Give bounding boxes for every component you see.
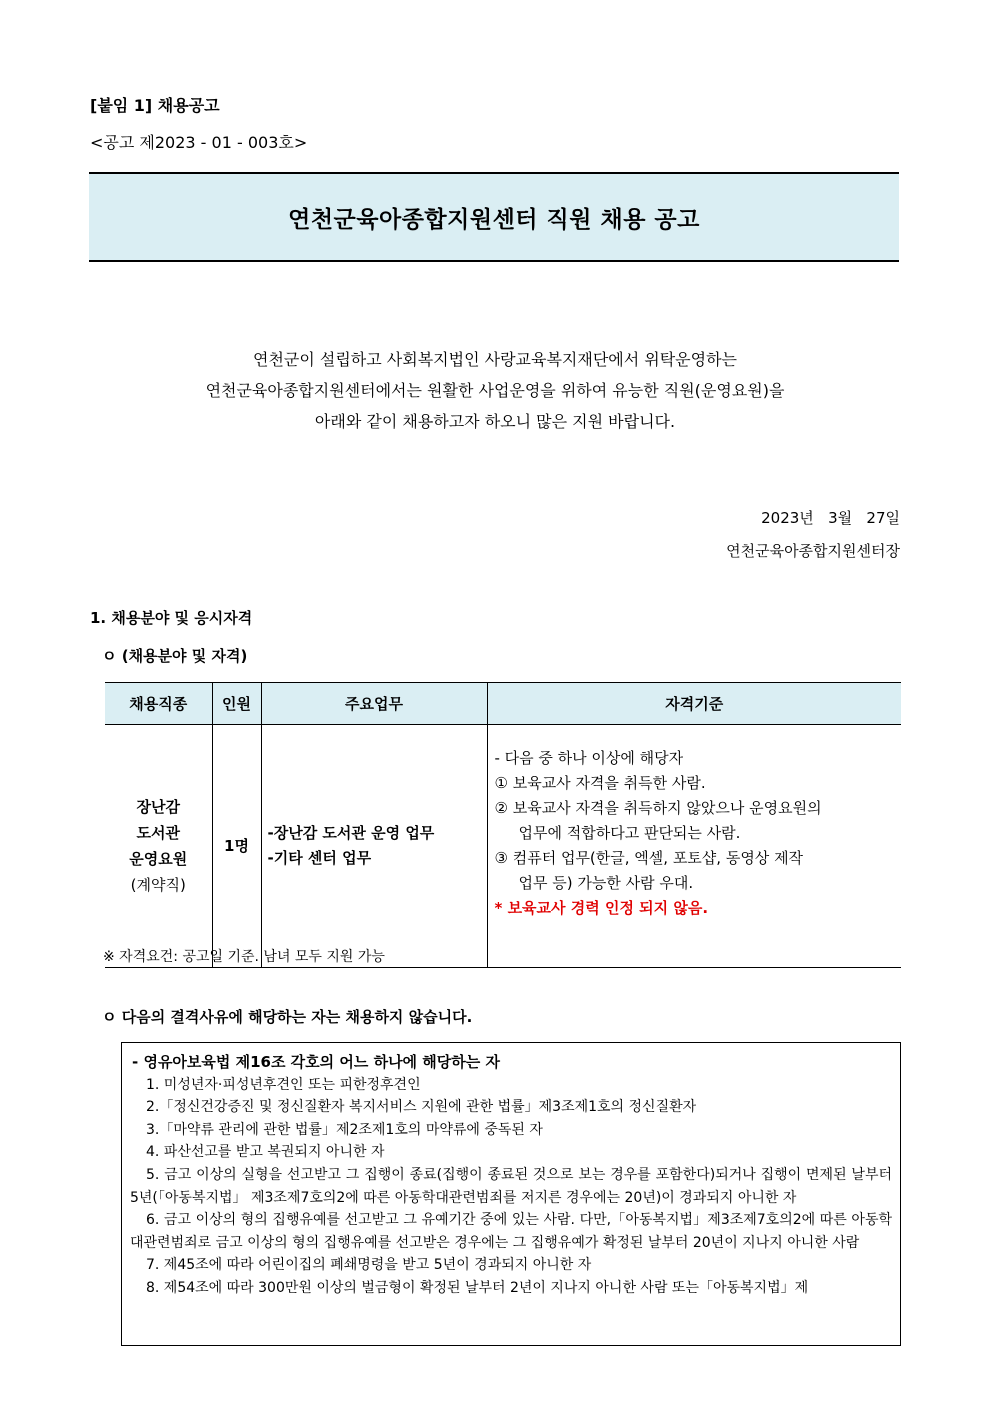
duties-cell [261,725,487,968]
disqualification-heading: - 영유아보육법 제16조 각호의 어느 하나에 해당하는 자 [132,1053,500,1071]
intro-line-1: 연천군이 설립하고 사회복지법인 사랑교육복지재단에서 위탁운영하는 [252,350,738,369]
subheading-disqualification: ㅇ 다음의 결격사유에 해당하는 자는 채용하지 않습니다. [102,1008,473,1026]
qualification-line: ③ 컴퓨터 업무(한글, 엑셀, 포토샵, 동영상 제작 [494,849,804,867]
subheading-positions: ㅇ (채용분야 및 자격) [102,647,248,665]
eligibility-note: ※ 자격요건: 공고일 기준. 남녀 모두 지원 가능 [103,949,385,965]
col-header-qualifications: 자격기준 [487,683,901,725]
qualification-line: ② 보육교사 자격을 취득하지 않았으나 운영요원의 [494,799,822,817]
intro-line-3: 아래와 같이 채용하고자 하오니 많은 지원 바랍니다. [314,412,676,431]
col-header-count: 인원 [212,683,261,725]
list-item: 8. 제54조에 따라 300만원 이상의 벌금형이 확정된 날부터 2년이 지나지 아니한 사람 또는「아동복지법」제 [146,1279,809,1296]
position-line: 장난감 [136,798,180,816]
title-banner [89,172,899,262]
position-line: 운영요원 [129,850,188,868]
intro-line-2: 연천군육아종합지원센터에서는 원활한 사업운영을 위하여 유능한 직원(운영요원)을 [205,381,785,400]
qualification-line: 업무에 적합하다고 판단되는 사람. [518,824,741,842]
list-item: 3.「마약류 관리에 관한 법률」제2조제1호의 마약류에 중독된 자 [146,1121,543,1138]
page-title: 연천군육아종합지원센터 직원 채용 공고 [288,206,700,233]
notice-date: 2023년 3월 27일 [761,509,900,527]
position-line: 도서관 [136,824,180,842]
position-cell [105,725,212,968]
duty-item: -장난감 도서관 운영 업무 [267,824,435,842]
duty-item: -기타 센터 업무 [267,849,372,867]
list-item: 7. 제45조에 따라 어린이집의 폐쇄명령을 받고 5년이 경과되지 아니한 자 [146,1257,592,1274]
qualification-line: ① 보육교사 자격을 취득한 사람. [494,774,706,792]
qualification-line: - 다음 중 하나 이상에 해당자 [494,749,684,767]
section-heading-1: 1. 채용분야 및 응시자격 [90,609,253,627]
qualification-warning: * 보육교사 경력 인정 되지 않음. [494,899,709,917]
list-item: 4. 파산선고를 받고 복권되지 아니한 자 [146,1144,385,1161]
list-item: 2.「정신건강증진 및 정신질환자 복지서비스 지원에 관한 법률」제3조제1호의 정신질환자 [146,1099,697,1116]
list-item: 1. 미성년자·피성년후견인 또는 피한정후견인 [146,1076,421,1093]
disqualification-box [121,1042,901,1346]
qualifications-cell [487,725,901,968]
count-cell: 1명 [212,725,261,968]
col-header-position: 채용직종 [105,683,212,725]
qualification-line: 업무 등) 가능한 사람 우대. [518,874,694,892]
issuer: 연천군육아종합지원센터장 [726,542,900,560]
col-header-duties: 주요업무 [261,683,487,725]
positions-table [105,682,901,968]
list-item: 6. 금고 이상의 형의 집행유예를 선고받고 그 유예기간 중에 있는 사람. 다만,「아동복지법」제3조제7호의2에 따른 아동학대관련범죄로 금고 이상의 형의 집행유예를 선고받은 경우에는 그 집행유예가 확정된 날부터 20년이 지나지 아니한 사람 [130,1212,892,1251]
table-header-row [105,683,901,725]
notice-number: <공고 제2023 - 01 - 003호> [90,133,308,152]
table-row [105,725,901,968]
attachment-label: [붙임 1] 채용공고 [90,96,220,115]
list-item: 5. 금고 이상의 실형을 선고받고 그 집행이 종료(집행이 종료된 것으로 보는 경우를 포함한다)되거나 집행이 면제된 날부터 5년(「아동복지법」 제3조제7호의2에 따른 아동학대관련범죄를 저지른 경우에는 20년)이 경과되지 아니한 자 [130,1166,892,1206]
position-type: (계약직) [130,876,186,894]
